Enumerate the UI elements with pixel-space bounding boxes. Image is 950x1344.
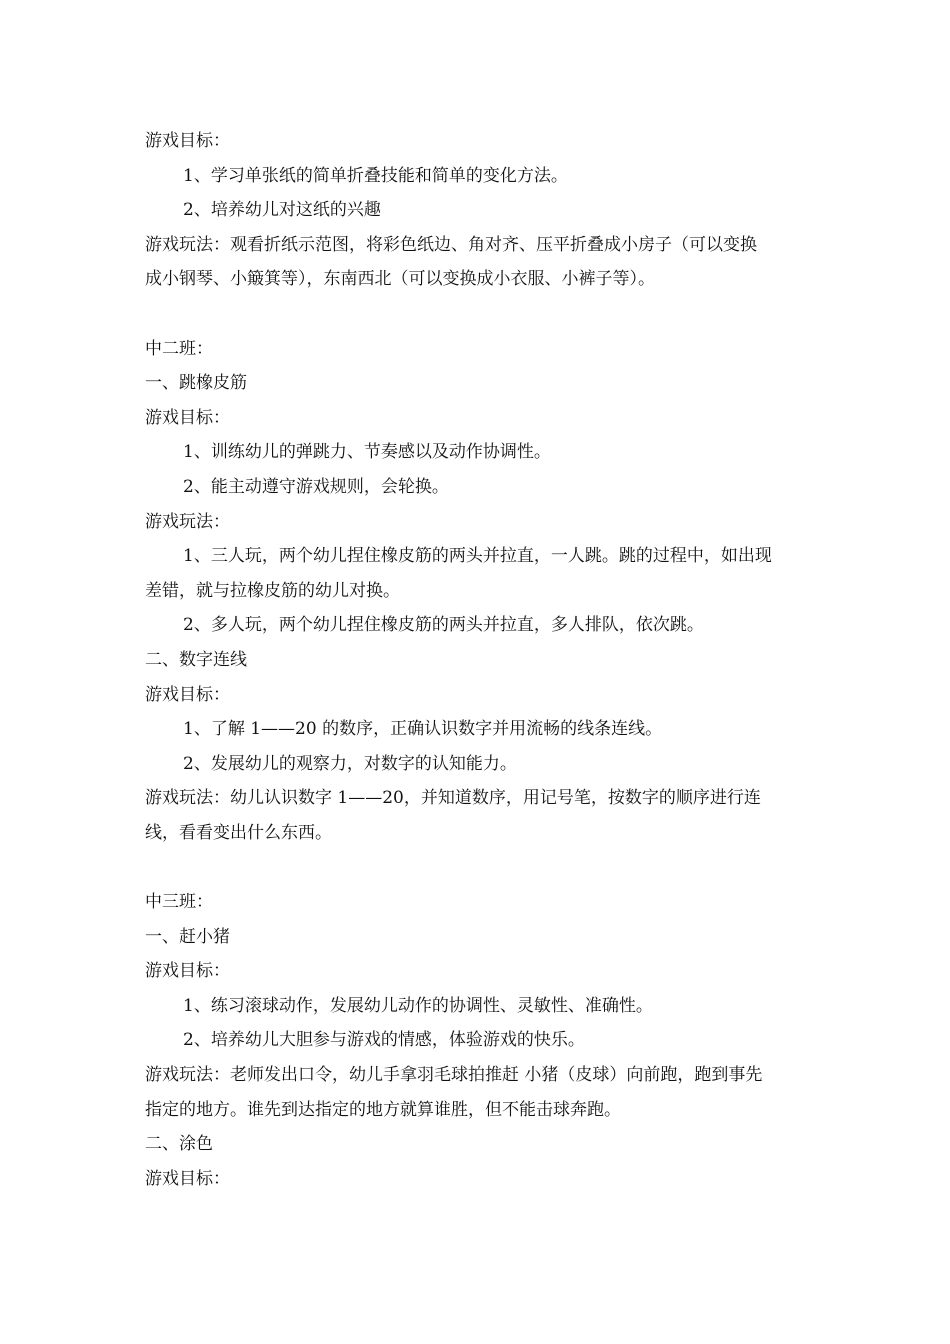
play-text: 游戏玩法：老师发出口令，幼儿手拿羽毛球拍推赶 小猪（皮球）向前跑，跑到事先 (145, 1065, 763, 1086)
goal-item: 1、了解 1——20 的数序，正确认识数字并用流畅的线条连线。 (183, 719, 663, 740)
class-title: 中二班： (145, 338, 213, 359)
play-text: 1、三人玩，两个幼儿捏住橡皮筋的两头并拉直，一人跳。跳的过程中，如出现 (183, 546, 772, 567)
goal-item: 2、培养幼儿大胆参与游戏的情感，体验游戏的快乐。 (183, 1030, 585, 1051)
game-title: 一、赶小猪 (145, 926, 230, 947)
spacer (145, 850, 810, 885)
play-text: 成小钢琴、小簸箕等），东南西北（可以变换成小衣服、小裤子等）。 (145, 269, 655, 290)
goal-item: 2、发展幼儿的观察力，对数字的认知能力。 (183, 753, 517, 774)
goal-item: 1、学习单张纸的简单折叠技能和简单的变化方法。 (183, 165, 568, 186)
goal-label: 游戏目标： (145, 961, 230, 982)
game-title: 二、涂色 (145, 1134, 213, 1155)
game-title: 二、数字连线 (145, 649, 247, 670)
play-text: 差错，就与拉橡皮筋的幼儿对换。 (145, 580, 400, 601)
document-body (145, 124, 810, 1196)
play-text: 2、多人玩，两个幼儿捏住橡皮筋的两头并拉直，多人排队，依次跳。 (183, 615, 704, 636)
goal-item: 2、培养幼儿对这纸的兴趣 (183, 200, 381, 221)
goal-label: 游戏目标： (145, 407, 230, 428)
game-title: 一、跳橡皮筋 (145, 373, 247, 394)
goal-item: 1、练习滚球动作，发展幼儿动作的协调性、灵敏性、准确性。 (183, 995, 653, 1016)
goal-item: 1、训练幼儿的弹跳力、节奏感以及动作协调性。 (183, 442, 551, 463)
goal-label: 游戏目标： (145, 1168, 230, 1189)
play-text: 线，看看变出什么东西。 (145, 822, 332, 843)
play-label: 游戏玩法： (145, 511, 230, 532)
goal-label: 游戏目标： (145, 131, 230, 151)
play-text: 指定的地方。谁先到达指定的地方就算谁胜，但不能击球奔跑。 (145, 1099, 621, 1120)
goal-item: 2、能主动遵守游戏规则，会轮换。 (183, 476, 449, 497)
class-title: 中三班： (145, 892, 213, 913)
play-text: 游戏玩法：幼儿认识数字 1——20，并知道数序，用记号笔，按数字的顺序进行连 (145, 788, 761, 809)
spacer (145, 297, 810, 332)
play-text: 游戏玩法：观看折纸示范图，将彩色纸边、角对齐、压平折叠成小房子（可以变换 (145, 234, 757, 255)
goal-label: 游戏目标： (145, 684, 230, 705)
